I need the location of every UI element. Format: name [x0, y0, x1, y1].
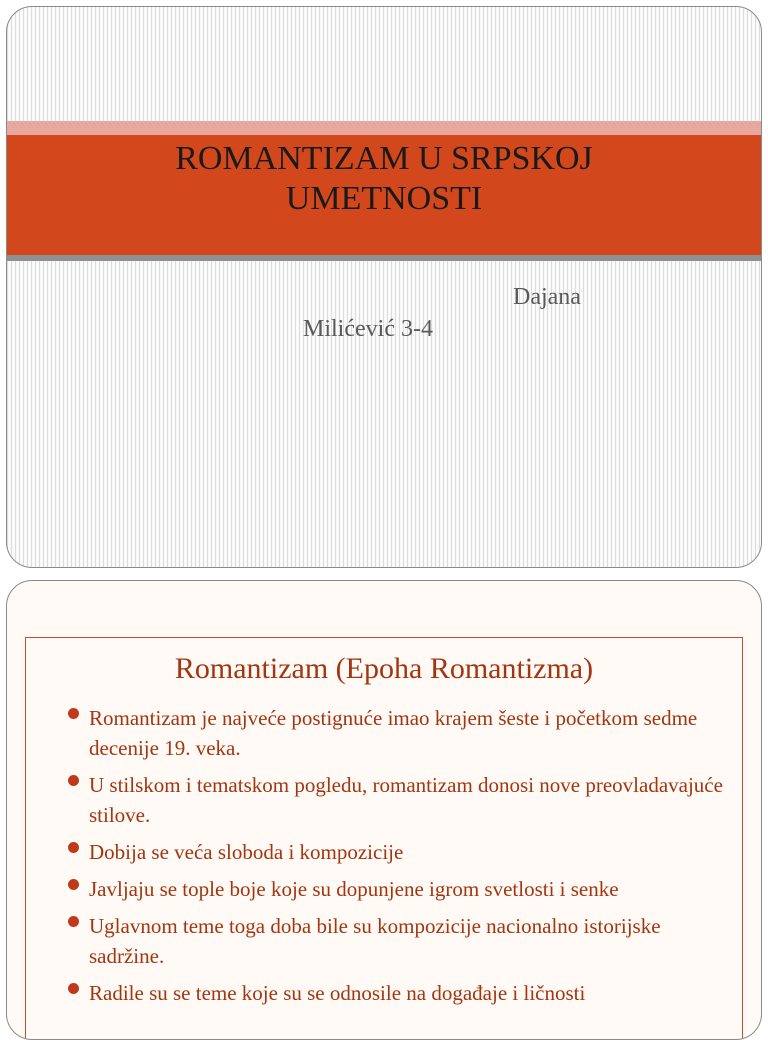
bullet-text: Radile su se teme koje su se odnosile na događaje i ličnosti: [89, 981, 586, 1005]
title-slide: [6, 6, 762, 568]
bullet-text: Javljaju se tople boje koje su dopunjene igrom svetlosti i senke: [89, 877, 619, 901]
bullet-icon: [68, 775, 79, 786]
bullet-text: Uglavnom teme toga doba bile su kompozicije nacionalno istorijske sadržine.: [89, 914, 661, 968]
list-item: [89, 703, 729, 763]
list-item: [89, 837, 729, 867]
bullet-icon: [68, 879, 79, 890]
author-name: [303, 281, 581, 345]
bullet-icon: [68, 842, 79, 853]
bullet-icon: [68, 708, 79, 719]
author-line-2: Milićević 3-4: [303, 316, 433, 342]
slide-title-line-1: ROMANTIZAM U SRPSKOJ: [175, 140, 593, 177]
content-slide: [6, 580, 762, 1040]
list-item: [89, 978, 729, 1008]
list-item: [89, 770, 729, 830]
bullet-list: [89, 703, 729, 1015]
slide-title: [7, 139, 761, 219]
title-band-accent: [7, 121, 761, 135]
slide-heading: Romantizam (Epoha Romantizma): [174, 652, 594, 685]
list-item: [89, 874, 729, 904]
list-item: [89, 911, 729, 971]
bullet-text: U stilskom i tematskom pogledu, romantizam donosi nove preovladavajuće stilove.: [89, 773, 723, 827]
bullet-text: Dobija se veća sloboda i kompozicije: [89, 840, 404, 864]
author-line-1: Dajana: [513, 284, 581, 310]
bullet-text: Romantizam je najveće postignuće imao krajem šeste i početkom sedme decenije 19. veka.: [89, 706, 698, 760]
bullet-icon: [68, 916, 79, 927]
bullet-icon: [68, 983, 79, 994]
slide-title-line-2: UMETNOSTI: [285, 180, 483, 217]
